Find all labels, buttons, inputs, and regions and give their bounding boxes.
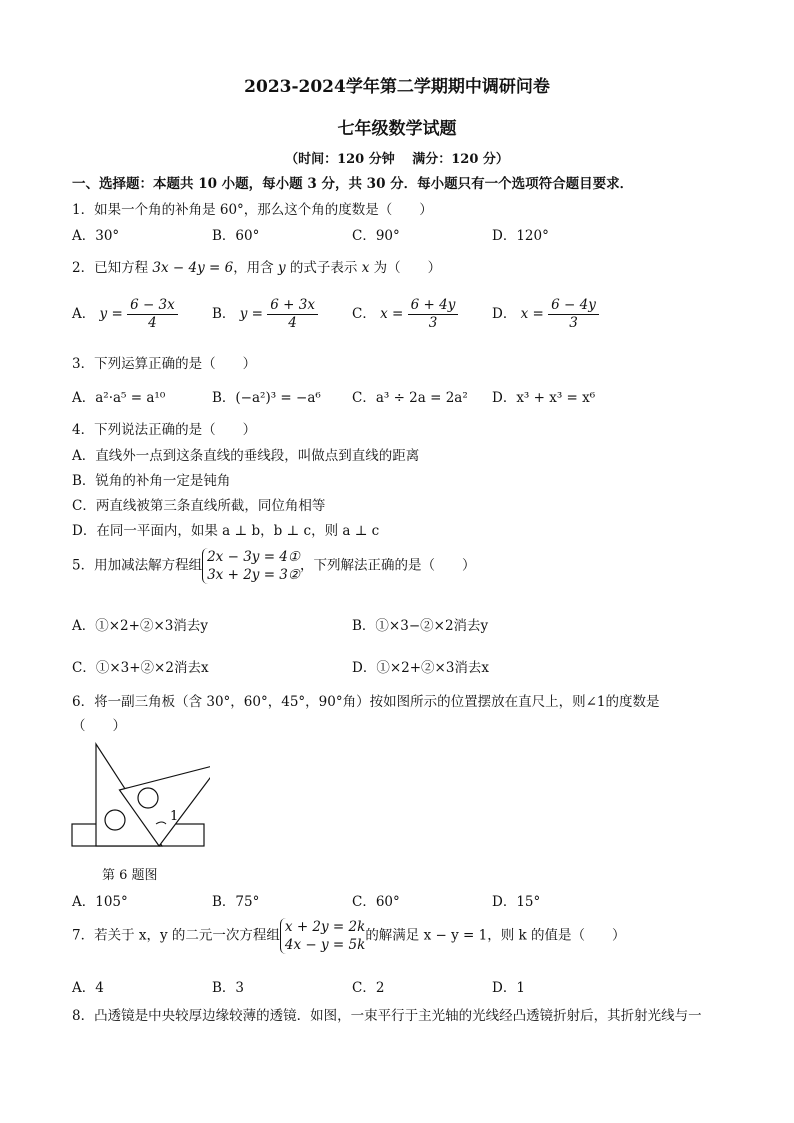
q5-option-d: D．①×2+②×3消去x [352,660,490,676]
q6-figure [70,740,210,850]
q7-option-c: C．2 [352,980,385,996]
q1-option-d: D．120° [492,228,549,244]
q3-stem: 3．下列运算正确的是（ ） [72,356,257,372]
section-heading: 一、选择题：本题共 10 小题，每小题 3 分，共 30 分．每小题只有一个选项符合题目要求． [72,176,634,192]
q6-figure-caption: 第 6 题图 [102,868,158,883]
q3-option-a: A．a²·a⁵ = a¹⁰ [72,390,166,406]
q6-option-c: C．60° [352,894,400,910]
exam-info: （时间：120 分钟 满分：120 分） [285,152,509,167]
q2-stem: 2．已知方程 3x − 4y = 6，用含 y 的式子表示 x 为（ ） [72,260,442,276]
q7-equation-system: x + 2y = 2k 4x − y = 5k [280,918,365,954]
q3-option-d: D．x³ + x³ = x⁶ [492,390,596,406]
q5-option-c: C．①×3+②×2消去x [72,660,209,676]
q4-option-d: D．在同一平面内，如果 a ⊥ b，b ⊥ c，则 a ⊥ c [72,523,380,539]
q7-option-b: B．3 [212,980,245,996]
q6-stem-continued: （ ） [72,718,126,734]
q5-equation-system: 2x − 3y = 4① 3x + 2y = 3② [202,548,300,584]
exam-title: 2023-2024学年第二学期期中调研问卷 [244,77,550,97]
q6-option-a: A．105° [72,894,128,910]
q2-option-b: B． y = $\frac{6 + 3x}{4}$ [212,297,318,332]
q4-option-b: B．锐角的补角一定是钝角 [72,473,231,489]
q2-option-d: D． x = $\frac{6 - 4y}{3}$ [492,297,599,332]
q6-stem: 6．将一副三角板（含 30°，60°，45°，90°角）按如图所示的位置摆放在直尺上，则∠1的度数是 [72,694,660,710]
q4-option-c: C．两直线被第三条直线所截，同位角相等 [72,498,326,514]
q5-option-a: A．①×2+②×3消去y [72,618,208,634]
q8-stem: 8．凸透镜是中央较厚边缘较薄的透镜．如图，一束平行于主光轴的光线经凸透镜折射后，其折射光线与一 [72,1008,702,1024]
q3-option-b: B．(−a²)³ = −a⁶ [212,390,321,406]
q4-option-a: A．直线外一点到这条直线的垂线段，叫做点到直线的距离 [72,448,420,464]
q1-stem: 1．如果一个角的补角是 60°，那么这个角的度数是（ ） [72,202,433,218]
q2-option-c: C． x = $\frac{6 + 4y}{3}$ [352,297,458,332]
q5-option-b: B．①×3−②×2消去y [352,618,489,634]
angle-1-label: 1 [170,809,179,824]
exam-subtitle: 七年级数学试题 [337,119,457,139]
q1-option-c: C．90° [352,228,400,244]
q6-option-d: D．15° [492,894,541,910]
q5-stem: 5．用加减法解方程组 2x − 3y = 4① 3x + 2y = 3② ，下列解法正确的是（ ） [72,549,476,583]
q2-option-a: A． y = $\frac{6 - 3x}{4}$ [72,297,178,332]
q1-option-b: B．60° [212,228,260,244]
q7-option-d: D．1 [492,980,525,996]
q4-stem: 4．下列说法正确的是（ ） [72,422,257,438]
q7-stem: 7．若关于 x，y 的二元一次方程组 x + 2y = 2k 4x − y = 5k 的解满足 x − y = 1，则 k 的值是（ ） [72,919,626,953]
q7-option-a: A．4 [72,980,104,996]
q1-option-a: A．30° [72,228,120,244]
q3-option-c: C．a³ ÷ 2a = 2a² [352,390,468,406]
q6-option-b: B．75° [212,894,260,910]
